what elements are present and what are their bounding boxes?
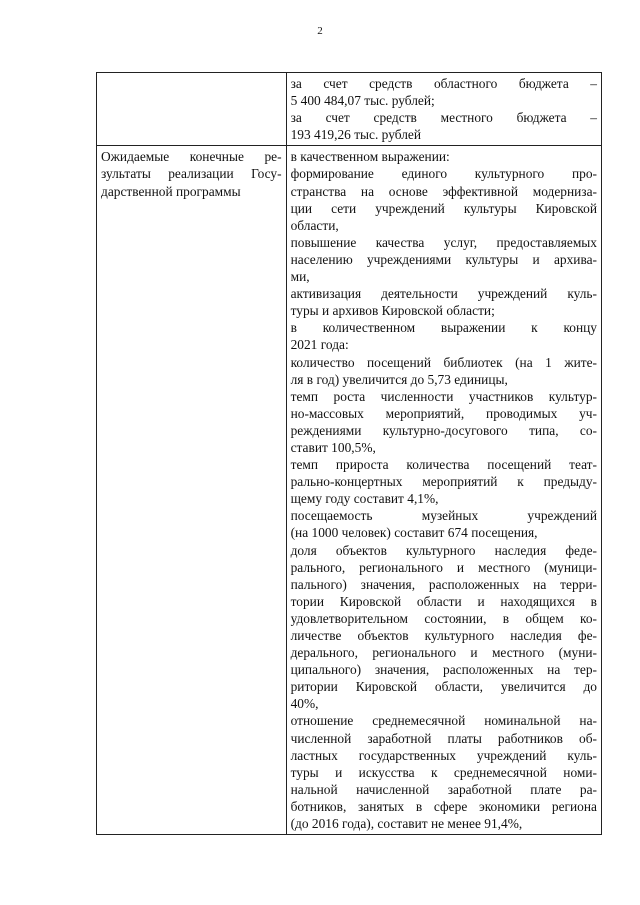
text-line: реждениями культурно-досугового типа, со- bbox=[290, 422, 597, 438]
text-line: в качественном выражении: bbox=[290, 149, 450, 165]
text-line: 40%, bbox=[290, 696, 319, 712]
text-line: количество посещений библиотек (на 1 жите- bbox=[290, 354, 597, 370]
text-line: за счет средств областного бюджета – bbox=[290, 76, 597, 91]
text-line: отношение среднемесячной номинальной на- bbox=[290, 713, 597, 729]
text-line: ции сети учреждений культуры Кировской bbox=[290, 200, 597, 216]
page-number: 2 bbox=[317, 25, 323, 37]
text-line: рального, регионального и местного (муници- bbox=[290, 559, 597, 575]
text-line: пального) значения, расположенных на терри- bbox=[290, 576, 597, 592]
text-line: ластных государственных учреждений куль- bbox=[290, 747, 597, 763]
text-line: ботников, занятых в сфере экономики региона bbox=[290, 798, 597, 814]
text-line: (до 2016 года), составит не менее 91,4%, bbox=[290, 816, 523, 832]
text-line: доля объектов культурного наследия феде- bbox=[290, 542, 597, 558]
text-line: темп прироста количества посещений теат- bbox=[290, 457, 597, 473]
text-line: туры и архивов Кировской области; bbox=[290, 303, 495, 319]
text-line: нальной начисленной заработной плате ра- bbox=[290, 781, 597, 797]
parameter-value-cell bbox=[286, 146, 601, 835]
text-line: дерального, регионального и местного (муни- bbox=[290, 645, 597, 661]
parameter-name-cell bbox=[97, 73, 287, 146]
text-line: туры и искусства к среднемесячной номи- bbox=[290, 764, 597, 780]
text-line: щему году составит 4,1%, bbox=[290, 491, 439, 507]
text-line: (на 1000 человек) составит 674 посещения, bbox=[290, 525, 538, 541]
text-line: но-массовых мероприятий, проводимых уч- bbox=[290, 405, 597, 421]
table-row bbox=[97, 73, 602, 146]
text-line: повышение качества услуг, предоставляемых bbox=[290, 234, 597, 250]
text-line: посещаемость музейных учреждений bbox=[290, 508, 597, 524]
text-line: ля в год) увеличится до 5,73 единицы, bbox=[290, 371, 508, 387]
text-line: 5 400 484,07 тыс. рублей; bbox=[290, 93, 435, 109]
program-table bbox=[96, 72, 602, 835]
text-line: области, bbox=[290, 217, 339, 233]
text-line: зультаты реализации Госу- bbox=[101, 166, 282, 182]
table-row bbox=[97, 146, 602, 835]
text-line: странства на основе эффективной модерниза- bbox=[290, 183, 597, 199]
text-line: личестве объектов культурного наследия фе- bbox=[290, 628, 597, 643]
text-line: ми, bbox=[290, 269, 310, 285]
text-line: рально-концертных мероприятий к предыду- bbox=[290, 474, 597, 490]
text-line: активизация деятельности учреждений куль- bbox=[290, 286, 597, 302]
text-line: темп роста численности участников культур- bbox=[290, 388, 597, 404]
text-line: тории Кировской области и находящихся в bbox=[290, 593, 597, 609]
text-line: численной заработной платы работников об- bbox=[290, 730, 597, 746]
text-line: 193 419,26 тыс. рублей bbox=[290, 127, 421, 143]
text-line: ципального) значения, расположенных на тер- bbox=[290, 662, 597, 678]
text-line: в количественном выражении к концу bbox=[290, 320, 597, 336]
text-line: 2021 года: bbox=[290, 337, 349, 353]
text-line: населению учреждениями культуры и архива- bbox=[290, 251, 597, 267]
parameter-name-cell bbox=[97, 146, 287, 835]
text-line: Ожидаемые конечные ре- bbox=[101, 149, 282, 165]
text-line: за счет средств местного бюджета – bbox=[290, 110, 597, 126]
parameter-value-cell bbox=[286, 73, 601, 146]
text-line: ставит 100,5%, bbox=[290, 439, 376, 455]
text-line: формирование единого культурного про- bbox=[290, 166, 597, 182]
text-line: дарственной программы bbox=[101, 183, 241, 199]
text-line: удовлетворительном состоянии, в общем ко- bbox=[290, 610, 597, 626]
text-line: ритории Кировской области, увеличится до bbox=[290, 679, 597, 695]
